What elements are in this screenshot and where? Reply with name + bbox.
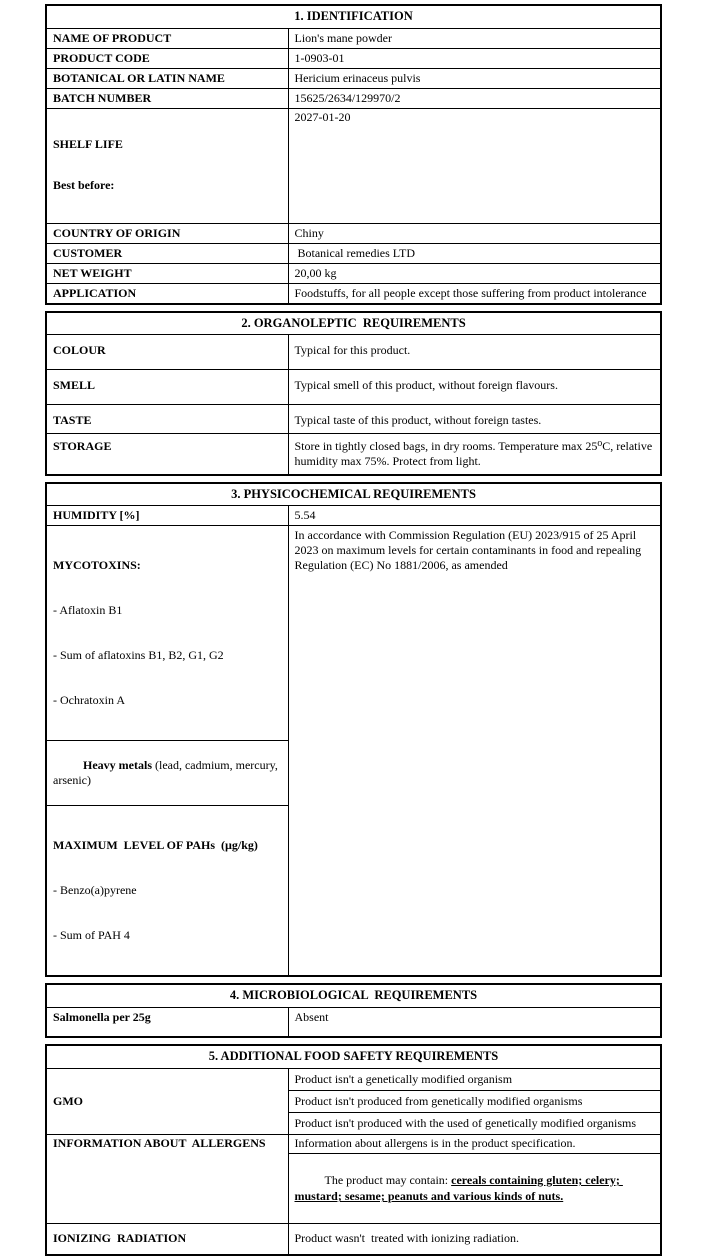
field-label-name-of-product: NAME OF PRODUCT bbox=[46, 28, 288, 48]
field-label-smell: SMELL bbox=[46, 370, 288, 405]
field-value-name-of-product: Lion's mane powder bbox=[288, 28, 661, 48]
section-title-additional: 5. ADDITIONAL FOOD SAFETY REQUIREMENTS bbox=[46, 1045, 661, 1068]
section-title-identification: 1. IDENTIFICATION bbox=[46, 5, 661, 28]
field-value-ionizing-radiation: Product wasn't treated with ionizing radiation. bbox=[288, 1223, 661, 1255]
field-value-allergens-1: Information about allergens is in the product specification. bbox=[288, 1134, 661, 1153]
mycotoxins-item: - Aflatoxin B1 bbox=[53, 603, 123, 618]
table-row bbox=[46, 5, 661, 28]
field-label-pahs bbox=[46, 806, 288, 977]
field-label-colour: COLOUR bbox=[46, 335, 288, 370]
field-label-gmo: GMO bbox=[46, 1068, 288, 1134]
field-value-product-code: 1-0903-01 bbox=[288, 48, 661, 68]
table-row bbox=[46, 283, 661, 304]
field-label-batch-number: BATCH NUMBER bbox=[46, 88, 288, 108]
field-value-net-weight: 20,00 kg bbox=[288, 263, 661, 283]
table-row bbox=[46, 526, 661, 741]
allergens-list: cereals containing gluten; celery; mustard; sesame; peanuts and various kinds of nuts. bbox=[294, 1173, 623, 1204]
field-label-net-weight: NET WEIGHT bbox=[46, 263, 288, 283]
section-title-microbiological: 4. MICROBIOLOGICAL REQUIREMENTS bbox=[46, 984, 661, 1007]
table-row bbox=[46, 984, 661, 1007]
identification-section bbox=[45, 4, 662, 305]
table-row bbox=[46, 68, 661, 88]
field-value-customer: Botanical remedies LTD bbox=[288, 243, 661, 263]
table-row bbox=[46, 88, 661, 108]
field-label-humidity: HUMIDITY [%] bbox=[46, 506, 288, 526]
organoleptic-section bbox=[45, 311, 662, 476]
table-row bbox=[46, 434, 661, 475]
field-value-smell: Typical smell of this product, without foreign flavours. bbox=[288, 370, 661, 405]
additional-food-safety-section bbox=[45, 1044, 662, 1256]
field-label-shelf-life bbox=[46, 108, 288, 223]
table-row bbox=[46, 108, 661, 223]
table-row bbox=[46, 405, 661, 434]
field-label-botanical-name: BOTANICAL OR LATIN NAME bbox=[46, 68, 288, 88]
field-label-product-code: PRODUCT CODE bbox=[46, 48, 288, 68]
field-label-storage: STORAGE bbox=[46, 434, 288, 475]
shelf-life-line1: SHELF LIFE bbox=[53, 137, 123, 152]
field-label-customer: CUSTOMER bbox=[46, 243, 288, 263]
mycotoxins-item: - Ochratoxin A bbox=[53, 693, 125, 708]
table-row bbox=[46, 243, 661, 263]
field-value-gmo-3: Product isn't produced with the used of genetically modified organisms bbox=[288, 1112, 661, 1134]
field-value-allergens-2 bbox=[288, 1153, 661, 1223]
table-row bbox=[46, 1007, 661, 1037]
field-label-taste: TASTE bbox=[46, 405, 288, 434]
field-value-taste: Typical taste of this product, without foreign tastes. bbox=[288, 405, 661, 434]
table-row bbox=[46, 370, 661, 405]
table-row bbox=[46, 483, 661, 506]
field-value-batch-number: 15625/2634/129970/2 bbox=[288, 88, 661, 108]
field-value-shelf-life: 2027-01-20 bbox=[288, 108, 661, 223]
field-value-storage: Store in tightly closed bags, in dry rooms. Temperature max 25⁰C, relative humidity max 75%. Protect from light. bbox=[288, 434, 661, 475]
table-row bbox=[46, 312, 661, 335]
pahs-heading: MAXIMUM LEVEL OF PAHs (µg/kg) bbox=[53, 838, 258, 853]
mycotoxins-item: - Sum of aflatoxins B1, B2, G1, G2 bbox=[53, 648, 224, 663]
table-row bbox=[46, 1045, 661, 1068]
table-row bbox=[46, 506, 661, 526]
table-row bbox=[46, 223, 661, 243]
field-label-mycotoxins bbox=[46, 526, 288, 741]
physicochemical-section bbox=[45, 482, 662, 978]
field-value-salmonella: Absent bbox=[288, 1007, 661, 1037]
table-row bbox=[46, 1134, 661, 1153]
field-value-colour: Typical for this product. bbox=[288, 335, 661, 370]
field-label-allergens: INFORMATION ABOUT ALLERGENS bbox=[46, 1134, 288, 1223]
section-title-physicochemical: 3. PHYSICOCHEMICAL REQUIREMENTS bbox=[46, 483, 661, 506]
field-label-heavy-metals bbox=[46, 741, 288, 806]
section-title-organoleptic: 2. ORGANOLEPTIC REQUIREMENTS bbox=[46, 312, 661, 335]
field-label-salmonella: Salmonella per 25g bbox=[46, 1007, 288, 1037]
field-value-botanical-name: Hericium erinaceus pulvis bbox=[288, 68, 661, 88]
table-row bbox=[46, 48, 661, 68]
field-value-application: Foodstuffs, for all people except those suffering from product intolerance bbox=[288, 283, 661, 304]
pahs-item: - Sum of PAH 4 bbox=[53, 928, 130, 943]
microbiological-section bbox=[45, 983, 662, 1038]
shelf-life-line2: Best before: bbox=[53, 178, 115, 193]
table-row bbox=[46, 263, 661, 283]
mycotoxins-heading: MYCOTOXINS: bbox=[53, 558, 141, 573]
heavy-metals-rest: (lead, cadmium, mercury, arsenic) bbox=[53, 758, 281, 788]
field-label-application: APPLICATION bbox=[46, 283, 288, 304]
field-value-country-of-origin: Chiny bbox=[288, 223, 661, 243]
regulation-note: In accordance with Commission Regulation (EU) 2023/915 of 25 April 2023 on maximum levels for certain contaminants in food and repealing Regulation (EC) No 1881/2006, as amended bbox=[288, 526, 661, 977]
field-value-gmo-2: Product isn't produced from genetically modified organisms bbox=[288, 1090, 661, 1112]
field-label-ionizing-radiation: IONIZING RADIATION bbox=[46, 1223, 288, 1255]
field-label-country-of-origin: COUNTRY OF ORIGIN bbox=[46, 223, 288, 243]
table-row bbox=[46, 28, 661, 48]
field-value-gmo-1: Product isn't a genetically modified organism bbox=[288, 1068, 661, 1090]
table-row bbox=[46, 1223, 661, 1255]
table-row bbox=[46, 335, 661, 370]
table-row bbox=[46, 1068, 661, 1090]
field-value-humidity: 5.54 bbox=[288, 506, 661, 526]
heavy-metals-bold: Heavy metals bbox=[83, 758, 152, 773]
pahs-item: - Benzo(a)pyrene bbox=[53, 883, 137, 898]
allergens-prefix: The product may contain: bbox=[324, 1173, 452, 1188]
